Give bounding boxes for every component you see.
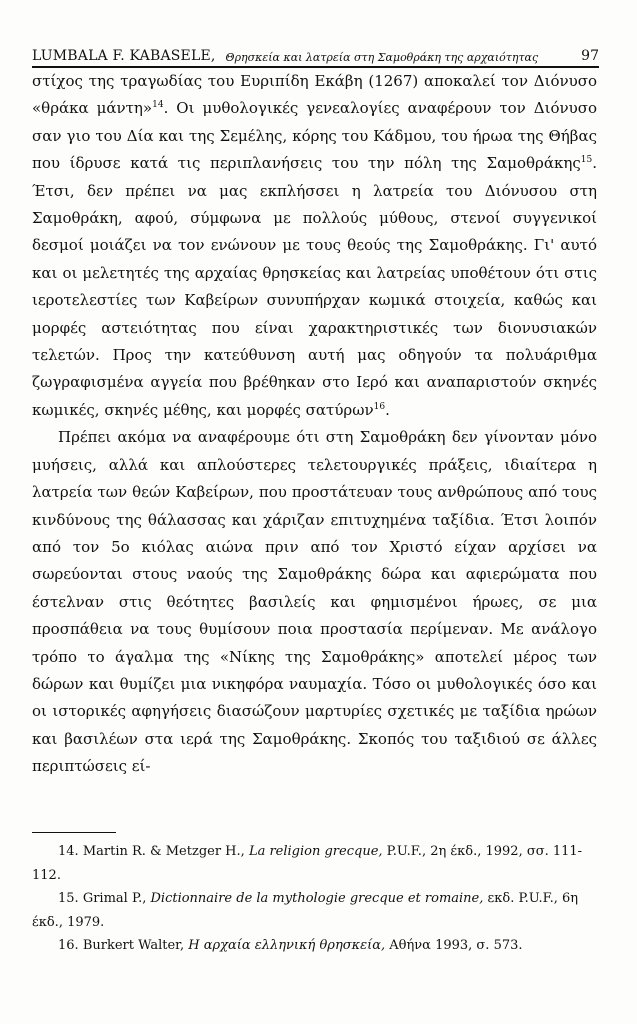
header-author: LUMBALA F. KABASELE, — [32, 48, 216, 64]
header-running-title: Θρησκεία και λατρεία στη Σαμοθράκη της αρχαιότητας — [225, 51, 539, 64]
paragraph-2: Πρέπει ακόμα να αναφέρουμε ότι στη Σαμοθράκη δεν γίνονταν μόνο μυήσεις, αλλά και απλούστερες τελετουργικές πράξεις, ιδιαίτερα η λατρεία των θεών Καβείρων, που προστάτευαν τους ανθρώπους από τους κινδύνους της θάλασσας και χάριζαν επιτυχημένα ταξίδια. Έτσι λοιπόν από τον 5ο κιόλας αιώνα πριν από τον Χριστό είχαν αρχίσει να σωρεύονται στους ναούς της Σαμοθράκης δώρα και αφιερώματα που έστελναν στις θεότητες βασιλείς και φημισμένοι ήρωες, σε μια προσπάθεια να τους θυμίσουν ποια προστασία περίμεναν. Με ανάλογο τρόπο το άγαλμα της «Νίκης της Σαμοθράκης» αποτελεί μέρος των δώρων και θυμίζει μια νικηφόρα ναυμαχία. Τόσο οι μυθολογικές όσο και οι ιστορικές αφηγήσεις διασώζουν μαρτυρίες σχετικές με ταξίδια ηρώων και βασιλέων στα ιερά της Σαμοθράκης. Σκοπός του ταξιδιού σε άλλες περιπτώσεις εί- — [32, 428, 597, 776]
page-number: 97 — [581, 48, 599, 64]
paragraph-1-part-d: . — [385, 400, 390, 419]
body-text — [32, 68, 597, 781]
paragraph-1-part-c: . Έτσι, δεν πρέπει να μας εκπλήσσει η λατρεία του Διόνυσου στη Σαμοθράκη, αφού, σύμφωνα με πολλούς μύθους, στενοί συγγενικοί δεσμοί μοιάζει να τον ενώνουν με τους θεούς της Σαμοθράκης. Γι' αυτό και οι μελετητές της αρχαίας θρησκείας και λατρείας υποθέτουν ότι στις ιεροτελεστίες των Καβείρων συνυπήρχαν κωμικά στοιχεία, καθώς και μορφές αστειότητας που είναι χαρακτηριστικές των διονυσιακών τελετών. Προς την κατεύθυνση αυτή μας οδηγούν τα πολυάριθμα ζωγραφισμένα αγγεία που βρέθηκαν στο Ιερό και αναπαριστούν σκηνές κωμικές, σκηνές μέθης, και μορφές σατύρων — [32, 154, 597, 419]
footnote-number: 15. — [58, 891, 79, 906]
footnote-16 — [32, 934, 597, 958]
footnote-details: P.U.F., 2η έκδ., 1992, σσ. 111-112. — [32, 844, 583, 883]
footnote-title: La religion grecque, — [248, 844, 383, 859]
footnote-authors: Martin R. & Metzger H., — [82, 844, 245, 859]
footnote-title: Dictionnaire de la mythologie grecque et romaine, — [150, 891, 484, 906]
footnote-details: εκδ. P.U.F., 6η έκδ., 1979. — [32, 891, 579, 930]
paragraph-1-part-a: στίχος της τραγωδίας του Ευριπίδη Εκάβη (1267) αποκαλεί τον Διόνυσο «θράκα μάντη» — [32, 72, 597, 118]
footnote-number: 16. — [58, 938, 79, 953]
footnote-details: Αθήνα 1993, σ. 573. — [389, 938, 523, 953]
footnote-divider — [32, 832, 116, 833]
footnote-title: Η αρχαία ελληνική θρησκεία, — [188, 938, 386, 953]
footnotes — [32, 840, 597, 958]
footnote-15 — [32, 887, 597, 934]
footnote-number: 14. — [58, 844, 79, 859]
footnote-ref-15: 15 — [580, 155, 593, 166]
footnote-ref-16: 16 — [373, 401, 386, 412]
running-header — [32, 40, 599, 68]
footnote-authors: Burkert Walter, — [82, 938, 185, 953]
footnote-14 — [32, 840, 597, 887]
footnote-authors: Grimal P., — [82, 891, 147, 906]
paragraph-1-part-b: . Οι μυθολογικές γενεαλογίες αναφέρουν τον Διόνυσο σαν γιο του Δία και της Σεμέλης, κόρης του Κάδμου, του ήρωα της Θήβας που ίδρυσε κατά τις περιπλανήσεις του την πόλη της Σαμοθράκης — [32, 99, 597, 173]
paragraph-1 — [32, 68, 597, 424]
footnote-ref-14: 14 — [152, 100, 164, 111]
